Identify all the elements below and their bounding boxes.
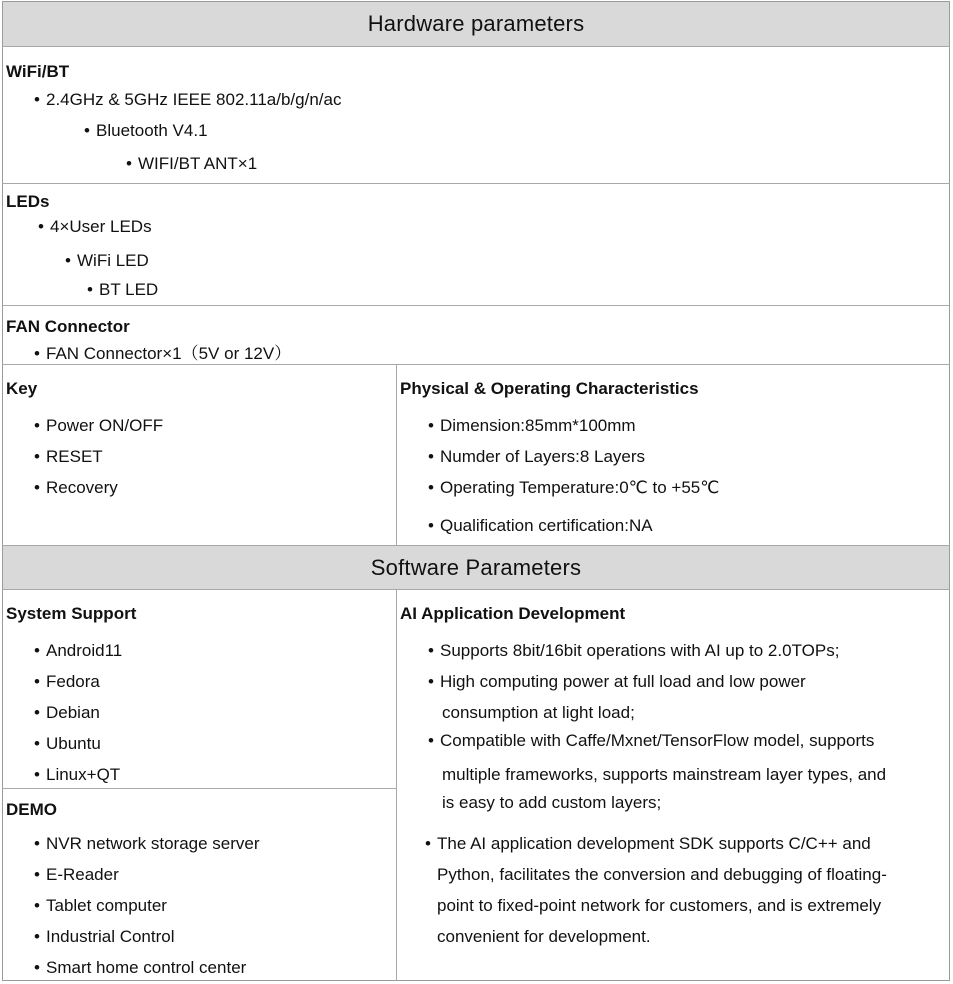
divider	[2, 589, 950, 590]
list-item: • 2.4GHz & 5GHz IEEE 802.11a/b/g/n/ac	[34, 90, 342, 109]
list-item-continuation: point to fixed-point network for customers, and is extremely	[437, 896, 882, 915]
list-item: • Bluetooth V4.1	[84, 121, 208, 140]
list-item: • WiFi LED	[65, 251, 149, 270]
list-item: • Numder of Layers:8 Layers	[428, 447, 646, 466]
column-divider	[396, 589, 397, 981]
key-heading: Key	[6, 379, 38, 398]
wifi-bt-heading: WiFi/BT	[6, 62, 70, 81]
list-item-continuation: consumption at light load;	[442, 703, 635, 722]
list-item: • Fedora	[34, 672, 100, 691]
list-item: • Industrial Control	[34, 927, 175, 946]
list-item: • E-Reader	[34, 865, 119, 884]
software-section-title: Software Parameters	[370, 554, 582, 580]
hardware-section-title: Hardware parameters	[367, 11, 585, 36]
list-item: • Linux+QT	[34, 765, 121, 784]
list-item: • Power ON/OFF	[34, 416, 164, 435]
list-item: • Ubuntu	[34, 734, 101, 753]
list-item: • Dimension:85mm*100mm	[428, 416, 636, 435]
list-item: • Supports 8bit/16bit operations with AI up to 2.0TOPs;	[428, 641, 840, 660]
fan-connector-heading: FAN Connector	[6, 317, 130, 336]
list-item: • Compatible with Caffe/Mxnet/TensorFlow model, supports	[428, 731, 875, 750]
list-item: • Qualification certification:NA	[428, 516, 653, 535]
ai-development-heading: AI Application Development	[400, 604, 626, 623]
list-item: • 4×User LEDs	[38, 217, 152, 236]
list-item: • The AI application development SDK supports C/C++ and	[425, 834, 871, 853]
demo-heading: DEMO	[6, 800, 57, 819]
divider	[2, 364, 950, 365]
list-item: • FAN Connector×1（5V or 12V）	[34, 344, 292, 363]
list-item-continuation: convenient for development.	[437, 927, 651, 946]
column-divider	[396, 364, 397, 545]
divider	[2, 788, 397, 789]
list-item: • Tablet computer	[34, 896, 167, 915]
divider	[2, 183, 950, 184]
list-item: • Operating Temperature:0℃ to +55℃	[428, 478, 720, 497]
system-support-heading: System Support	[6, 604, 137, 623]
list-item-continuation: is easy to add custom layers;	[442, 793, 662, 812]
software-section-header	[3, 546, 949, 589]
list-item: • RESET	[34, 447, 103, 466]
list-item: • BT LED	[87, 280, 159, 299]
list-item: • Smart home control center	[34, 958, 247, 977]
list-item: • High computing power at full load and low power	[428, 672, 806, 691]
divider	[2, 305, 950, 306]
list-item: • WIFI/BT ANT×1	[126, 154, 258, 173]
physical-characteristics-heading: Physical & Operating Characteristics	[400, 379, 699, 398]
leds-heading: LEDs	[6, 192, 50, 211]
hardware-section-header	[3, 2, 949, 46]
list-item: • NVR network storage server	[34, 834, 260, 853]
list-item: • Debian	[34, 703, 100, 722]
list-item-continuation: Python, facilitates the conversion and debugging of floating-	[437, 865, 887, 884]
list-item: • Recovery	[34, 478, 118, 497]
list-item-continuation: multiple frameworks, supports mainstream layer types, and	[442, 765, 887, 784]
divider	[2, 46, 950, 47]
list-item: • Android11	[34, 641, 123, 660]
